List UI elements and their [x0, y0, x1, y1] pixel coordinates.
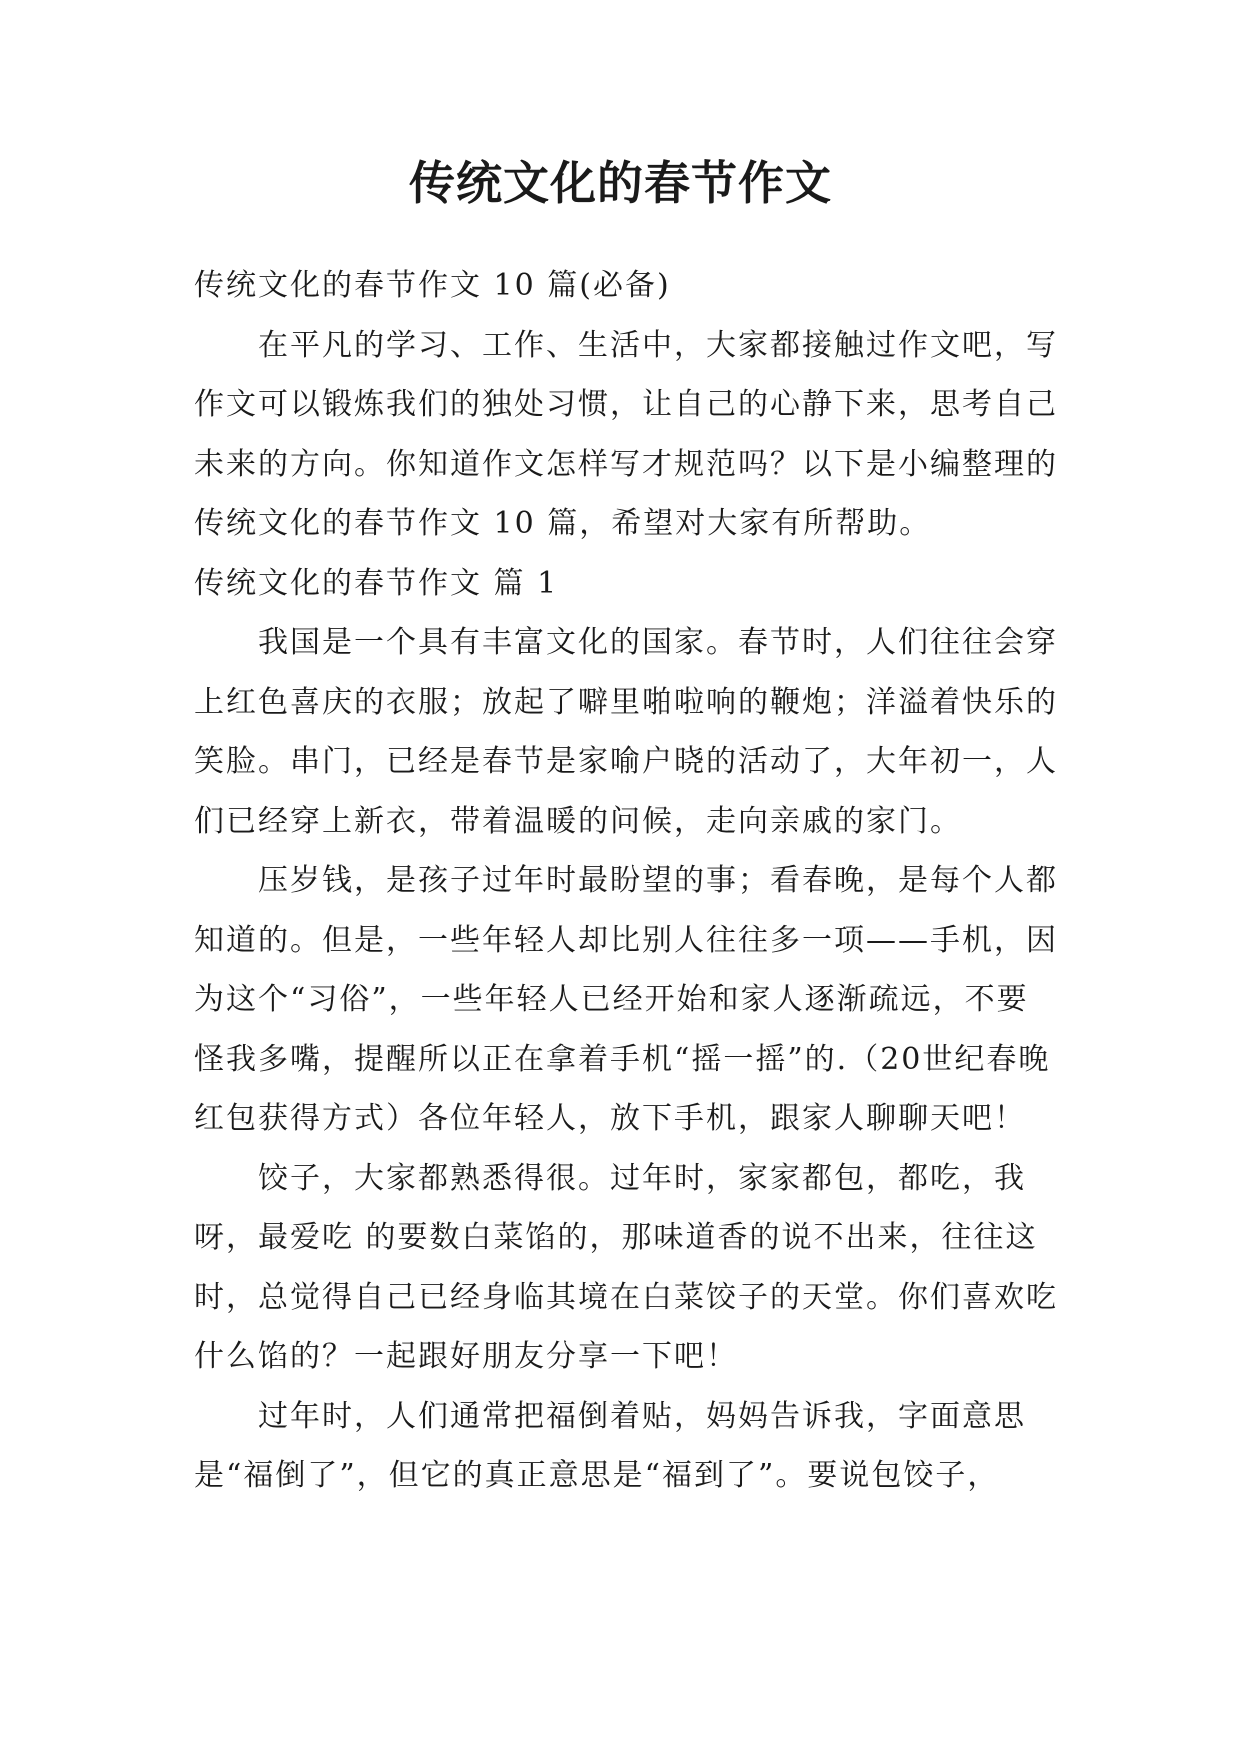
body-paragraph: 过年时，人们通常把福倒着贴，妈妈告诉我，字面意思是“福倒了”，但它的真正意思是“福到了”。要说包饺子， — [194, 1398, 1026, 1493]
document-body — [194, 256, 1058, 1506]
intro-paragraph: 在平凡的学习、工作、生活中，大家都接触过作文吧，写作文可以锻炼我们的独处习惯，让自己的心静下来，思考自己未来的方向。你知道作文怎样写才规范吗？以下是小编整理的传统文化的春节作文 10 篇，希望对大家有所帮助。 — [194, 327, 1058, 541]
section-heading-1: 传统文化的春节作文 篇 1 — [194, 565, 559, 601]
body-paragraph: 我国是一个具有丰富文化的国家。春节时，人们往往会穿上红色喜庆的衣服；放起了噼里啪啦响的鞭炮；洋溢着快乐的笑脸。串门，已经是春节是家喻户晓的活动了，大年初一，人们已经穿上新衣，带着温暖的问候，走向亲戚的家门。 — [194, 625, 1058, 839]
document-title: 传统文化的春节作文 — [409, 156, 832, 210]
body-paragraph: 饺子，大家都熟悉得很。过年时，家家都包，都吃，我呀，最爱吃 的要数白菜馅的，那味道香的说不出来，往往这时，总觉得自己已经身临其境在白菜饺子的天堂。你们喜欢吃什么馅的？一起跟好朋友分享一下吧！ — [194, 1160, 1058, 1374]
intro-heading: 传统文化的春节作文 10 篇(必备) — [194, 268, 671, 303]
body-paragraph: 压岁钱，是孩子过年时最盼望的事；看春晚，是每个人都知道的。但是，一些年轻人却比别人往往多一项——手机，因为这个“习俗”，一些年轻人已经开始和家人逐渐疏远，不要怪我多嘴，提醒所以正在拿着手机“摇一摇”的.（20世纪春晚红包获得方式）各位年轻人，放下手机，跟家人聊聊天吧！ — [194, 863, 1058, 1136]
